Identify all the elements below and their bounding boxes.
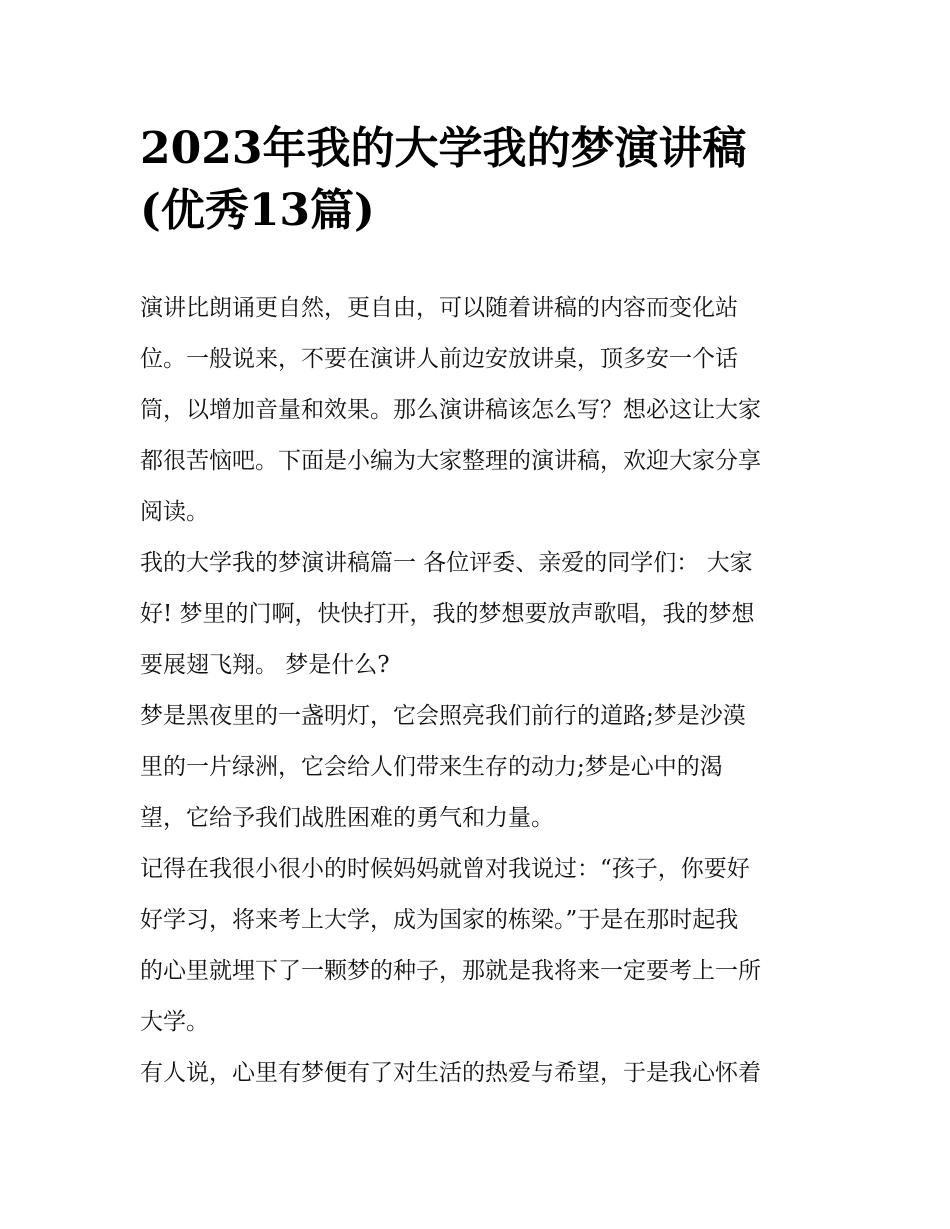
body-line: 好! 梦里的门啊，快快打开，我的梦想要放声歌唱，我的梦想 bbox=[140, 601, 755, 627]
body-line: 阅读。 bbox=[140, 499, 209, 525]
body-line: 望，它给予我们战胜困难的勇气和力量。 bbox=[140, 805, 554, 831]
body-line: 大学。 bbox=[140, 1009, 209, 1035]
body-line: 里的一片绿洲，它会给人们带来生存的动力;梦是心中的渴 bbox=[140, 754, 723, 780]
body-line: 都很苦恼吧。下面是小编为大家整理的演讲稿，欢迎大家分享 bbox=[140, 448, 761, 474]
body-line: 我的大学我的梦演讲稿篇一 各位评委、亲爱的同学们： 大家 bbox=[140, 550, 753, 576]
title-line: (优秀13篇) bbox=[140, 185, 375, 236]
document-title bbox=[140, 118, 830, 242]
body-line: 梦是黑夜里的一盏明灯，它会照亮我们前行的道路;梦是沙漠 bbox=[140, 703, 746, 729]
body-line: 筒，以增加音量和效果。那么演讲稿该怎么写？想必这让大家 bbox=[140, 397, 761, 423]
body-line: 记得在我很小很小的时候妈妈就曾对我说过：“孩子，你要好 bbox=[140, 856, 750, 882]
title-line: 2023年我的大学我的梦演讲稿 bbox=[140, 123, 747, 174]
body-line: 演讲比朗诵更自然，更自由，可以随着讲稿的内容而变化站 bbox=[140, 295, 738, 321]
body-line: 有人说，心里有梦便有了对生活的热爱与希望，于是我心怀着 bbox=[140, 1060, 761, 1086]
body-line: 的心里就埋下了一颗梦的种子，那就是我将来一定要考上一所 bbox=[140, 958, 761, 984]
body-line: 好学习，将来考上大学，成为国家的栋梁。”于是在那时起我 bbox=[140, 907, 739, 933]
body-line: 要展翅飞翔。 梦是什么? bbox=[140, 652, 390, 678]
body-line: 位。一般说来，不要在演讲人前边安放讲桌，顶多安一个话 bbox=[140, 346, 738, 372]
document-body bbox=[140, 283, 830, 1099]
